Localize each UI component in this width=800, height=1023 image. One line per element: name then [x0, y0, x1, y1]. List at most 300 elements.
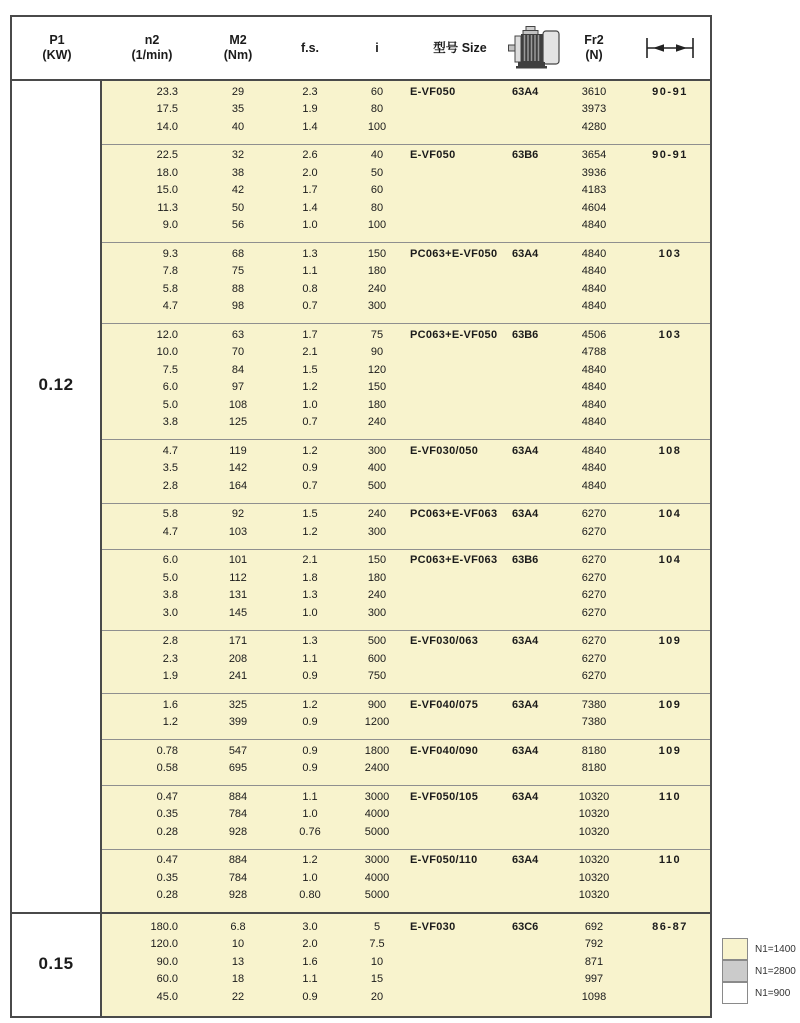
table-row	[102, 936, 710, 954]
i-cell: 300	[367, 444, 387, 457]
fs-cell: 2.6	[302, 149, 318, 162]
m2-cell: 32	[231, 149, 245, 162]
table-row	[102, 147, 710, 165]
table-row	[102, 852, 710, 870]
m2-cell: 695	[228, 762, 248, 775]
n2-cell: 3.0	[162, 606, 178, 619]
m2-cell: 112	[229, 571, 247, 584]
n2-cell: 45.0	[156, 990, 178, 1003]
table-row	[102, 396, 710, 414]
m2-cell: 75	[231, 265, 245, 278]
size-cell: 63A4	[512, 247, 539, 260]
fr2-cell: 3654	[581, 149, 607, 162]
n2-cell: 18.0	[156, 166, 178, 179]
table-row	[102, 414, 710, 432]
n2-cell: 5.0	[162, 571, 178, 584]
fs-cell: 1.1	[302, 790, 318, 803]
legend-label: N1=1400	[755, 943, 796, 955]
m2-cell: 101	[228, 554, 248, 567]
n2-cell: 4.7	[162, 444, 178, 457]
fs-cell: 1.3	[302, 635, 318, 648]
fs-cell: 1.2	[302, 525, 318, 538]
fs-cell: 1.3	[302, 589, 318, 602]
i-cell: 4000	[364, 808, 390, 821]
col-header-fr2-unit: (N)	[585, 48, 603, 62]
n2-cell: 2.8	[162, 479, 178, 492]
n2-cell: 2.8	[162, 635, 178, 648]
fr2-cell: 692	[584, 920, 604, 933]
col-header-m2	[202, 33, 274, 63]
n2-cell: 9.0	[162, 219, 178, 232]
m2-cell: 208	[228, 652, 248, 665]
i-cell: 240	[367, 508, 387, 521]
fr2-cell: 10320	[578, 808, 610, 821]
col-header-p1-unit: (KW)	[42, 48, 72, 62]
fr2-cell: 7380	[581, 716, 607, 729]
model-cell: E-VF050/110	[410, 854, 478, 867]
model-cell: E-VF030/050	[410, 444, 479, 457]
fs-cell: 1.4	[302, 201, 318, 214]
col-header-model-name: 型号 Size	[433, 40, 487, 55]
fs-cell: 2.1	[302, 346, 318, 359]
n2-cell: 7.8	[162, 265, 178, 278]
i-cell: 60	[370, 184, 384, 197]
table-row	[102, 83, 710, 101]
fr2-cell: 6270	[581, 652, 607, 665]
m2-cell: 22	[231, 990, 245, 1003]
fr2-cell: 4840	[581, 282, 607, 295]
i-cell: 150	[367, 554, 387, 567]
i-cell: 180	[367, 265, 387, 278]
fr2-cell: 3610	[581, 85, 607, 98]
model-cell: PC063+E-VF050	[410, 328, 498, 341]
p1-value: 0.15	[38, 954, 74, 973]
model-group	[102, 504, 710, 550]
fs-cell: 1.5	[302, 363, 318, 376]
m2-cell: 119	[229, 444, 247, 457]
i-cell: 240	[367, 416, 387, 429]
table-row	[102, 742, 710, 760]
fs-cell: 1.0	[302, 219, 318, 232]
table-row	[102, 887, 710, 905]
m2-cell: 50	[231, 201, 245, 214]
model-group	[102, 786, 710, 850]
fr2-cell: 4840	[581, 479, 607, 492]
n2-cell: 4.7	[162, 300, 178, 313]
model-cell: E-VF030	[410, 920, 456, 933]
table-row	[102, 344, 710, 362]
fs-cell: 2.0	[302, 938, 318, 951]
n2-cell: 10.0	[156, 346, 178, 359]
model-group	[102, 631, 710, 695]
fr2-cell: 4840	[581, 265, 607, 278]
m2-cell: 145	[228, 606, 248, 619]
fs-cell: 1.2	[302, 854, 318, 867]
fr2-cell: 6270	[581, 525, 607, 538]
col-header-n2	[102, 33, 202, 63]
fr2-cell: 6270	[581, 554, 607, 567]
n2-cell: 9.3	[162, 247, 178, 260]
pages-cell: 110	[658, 854, 682, 867]
fs-cell: 1.0	[302, 808, 318, 821]
fs-cell: 0.9	[302, 762, 318, 775]
i-cell: 900	[367, 698, 387, 711]
fr2-cell: 6270	[581, 589, 607, 602]
n2-cell: 5.0	[162, 398, 178, 411]
m2-cell: 42	[231, 184, 245, 197]
m2-cell: 325	[228, 698, 248, 711]
fr2-cell: 10320	[578, 871, 610, 884]
n2-cell: 0.58	[156, 762, 178, 775]
i-cell: 75	[370, 328, 384, 341]
fr2-cell: 4840	[581, 462, 607, 475]
table-row	[102, 361, 710, 379]
fr2-cell: 10320	[578, 854, 610, 867]
model-cell: E-VF040/075	[410, 698, 479, 711]
fs-cell: 1.1	[302, 973, 318, 986]
fr2-cell: 1098	[581, 990, 607, 1003]
table-row	[102, 668, 710, 686]
table-row	[102, 460, 710, 478]
m2-cell: 70	[231, 346, 245, 359]
m2-cell: 884	[228, 790, 248, 803]
fr2-cell: 4840	[581, 363, 607, 376]
m2-cell: 29	[231, 85, 245, 98]
fr2-cell: 4506	[581, 328, 607, 341]
m2-cell: 108	[228, 398, 248, 411]
col-header-n2-name: n2	[144, 33, 160, 47]
fs-cell: 1.4	[302, 120, 318, 133]
m2-cell: 38	[231, 166, 245, 179]
i-cell: 60	[370, 85, 384, 98]
n2-cell: 17.5	[156, 103, 178, 116]
i-cell: 180	[367, 398, 387, 411]
table-row	[102, 326, 710, 344]
model-groups	[102, 914, 710, 1016]
table-header	[12, 17, 710, 81]
table-row	[102, 823, 710, 841]
pages-cell: 90-91	[652, 149, 688, 162]
n2-cell: 2.3	[162, 652, 178, 665]
fr2-cell: 4840	[581, 219, 607, 232]
fs-cell: 1.0	[302, 398, 318, 411]
i-cell: 2400	[364, 762, 390, 775]
pages-cell: 109	[658, 744, 682, 757]
m2-cell: 18	[231, 973, 245, 986]
model-group	[102, 243, 710, 324]
m2-cell: 98	[231, 300, 245, 313]
size-cell: 63A4	[512, 854, 539, 867]
table-row	[102, 587, 710, 605]
fr2-cell: 8180	[581, 744, 607, 757]
m2-cell: 142	[228, 462, 248, 475]
size-cell: 63A4	[512, 444, 539, 457]
spec-table	[10, 15, 712, 1018]
i-cell: 80	[370, 103, 384, 116]
table-row	[102, 788, 710, 806]
n2-cell: 90.0	[156, 955, 178, 968]
p1-section	[12, 81, 710, 912]
m2-cell: 131	[228, 589, 248, 602]
col-header-fs-name: f.s.	[300, 40, 320, 55]
table-row	[102, 280, 710, 298]
i-cell: 1200	[364, 716, 390, 729]
n2-cell: 0.28	[156, 889, 178, 902]
table-row	[102, 379, 710, 397]
i-cell: 180	[367, 571, 387, 584]
i-cell: 240	[367, 589, 387, 602]
col-header-i	[346, 41, 408, 56]
i-cell: 90	[370, 346, 384, 359]
table-row	[102, 101, 710, 119]
fs-cell: 1.2	[302, 444, 318, 457]
table-row	[102, 552, 710, 570]
legend-item	[722, 982, 796, 1004]
size-cell: 63A4	[512, 744, 539, 757]
legend-label: N1=2800	[755, 965, 796, 977]
i-cell: 5000	[364, 889, 390, 902]
i-cell: 1800	[364, 744, 390, 757]
col-header-m2-name: M2	[229, 33, 247, 47]
fs-cell: 0.8	[302, 282, 318, 295]
m2-cell: 88	[231, 282, 245, 295]
n2-cell: 11.3	[157, 201, 178, 214]
m2-cell: 928	[228, 825, 248, 838]
table-row	[102, 477, 710, 495]
fs-cell: 1.2	[302, 698, 318, 711]
model-group	[102, 850, 710, 913]
m2-cell: 784	[228, 871, 248, 884]
table-row	[102, 696, 710, 714]
pages-cell: 108	[658, 444, 682, 457]
size-cell: 63C6	[512, 920, 539, 933]
i-cell: 5000	[364, 825, 390, 838]
table-row	[102, 263, 710, 281]
model-cell: PC063+E-VF050	[410, 247, 498, 260]
n2-cell: 1.2	[162, 716, 178, 729]
model-cell: E-VF050	[410, 85, 456, 98]
table-body	[12, 81, 710, 1016]
i-cell: 10	[370, 955, 384, 968]
table-row	[102, 506, 710, 524]
model-group	[102, 81, 710, 145]
fr2-cell: 4840	[581, 398, 607, 411]
model-cell: E-VF030/063	[410, 635, 479, 648]
m2-cell: 68	[231, 247, 245, 260]
m2-cell: 103	[228, 525, 248, 538]
pages-cell: 110	[658, 790, 682, 803]
table-row	[102, 604, 710, 622]
table-row	[102, 245, 710, 263]
fs-cell: 2.3	[302, 85, 318, 98]
col-header-i-name: i	[375, 40, 379, 55]
i-cell: 40	[370, 149, 384, 162]
n2-cell: 15.0	[156, 184, 178, 197]
p1-section	[12, 912, 710, 1016]
m2-cell: 97	[231, 381, 245, 394]
i-cell: 4000	[364, 871, 390, 884]
speed-legend	[722, 938, 796, 1004]
n2-cell: 4.7	[162, 525, 178, 538]
table-row	[102, 633, 710, 651]
m2-cell: 241	[228, 670, 248, 683]
pages-cell: 104	[658, 508, 682, 521]
i-cell: 300	[367, 606, 387, 619]
fs-cell: 0.9	[302, 990, 318, 1003]
table-row	[102, 442, 710, 460]
i-cell: 50	[370, 166, 384, 179]
table-row	[102, 760, 710, 778]
fs-cell: 0.80	[299, 889, 321, 902]
fr2-cell: 4840	[581, 444, 607, 457]
i-cell: 20	[370, 990, 384, 1003]
fr2-cell: 4183	[581, 184, 607, 197]
fr2-cell: 8180	[581, 762, 607, 775]
i-cell: 500	[367, 635, 387, 648]
fs-cell: 0.9	[302, 744, 318, 757]
n2-cell: 22.5	[156, 149, 178, 162]
table-row	[102, 523, 710, 541]
i-cell: 5	[373, 920, 381, 933]
table-row	[102, 298, 710, 316]
n2-cell: 6.0	[162, 381, 178, 394]
dimension-arrow-icon	[642, 36, 698, 60]
fs-cell: 1.7	[302, 184, 318, 197]
m2-cell: 399	[228, 716, 248, 729]
m2-cell: 164	[228, 479, 248, 492]
n2-cell: 1.9	[162, 670, 178, 683]
size-cell: 63A4	[512, 508, 539, 521]
i-cell: 300	[367, 525, 387, 538]
n2-cell: 120.0	[150, 938, 178, 951]
table-row	[102, 569, 710, 587]
table-row	[102, 918, 710, 936]
col-header-fr2	[558, 33, 630, 63]
m2-cell: 884	[228, 854, 248, 867]
i-cell: 100	[367, 219, 387, 232]
m2-cell: 784	[228, 808, 248, 821]
model-group	[102, 324, 710, 440]
p1-column	[12, 914, 102, 1016]
fs-cell: 1.1	[302, 265, 318, 278]
fr2-cell: 10320	[578, 790, 610, 803]
fs-cell: 1.0	[302, 871, 318, 884]
n2-cell: 0.35	[156, 808, 178, 821]
i-cell: 3000	[364, 790, 390, 803]
m2-cell: 84	[231, 363, 245, 376]
size-cell: 63B6	[512, 149, 539, 162]
col-header-model	[408, 41, 512, 56]
size-cell: 63A4	[512, 635, 539, 648]
fr2-cell: 10320	[578, 889, 610, 902]
i-cell: 600	[367, 652, 387, 665]
table-row	[102, 164, 710, 182]
model-group	[102, 550, 710, 631]
n2-cell: 0.47	[156, 790, 178, 803]
fs-cell: 1.1	[302, 652, 318, 665]
fr2-cell: 6270	[581, 571, 607, 584]
i-cell: 150	[367, 247, 387, 260]
n2-cell: 12.0	[156, 328, 178, 341]
model-group	[102, 145, 710, 244]
n2-cell: 7.5	[162, 363, 178, 376]
fr2-cell: 4840	[581, 381, 607, 394]
fr2-cell: 6270	[581, 606, 607, 619]
fs-cell: 2.1	[302, 554, 318, 567]
table-row	[102, 953, 710, 971]
fs-cell: 1.8	[302, 571, 318, 584]
col-header-pages	[630, 36, 710, 60]
motor-icon	[508, 26, 562, 70]
m2-cell: 171	[228, 635, 248, 648]
n2-cell: 6.0	[162, 554, 178, 567]
p1-column	[12, 81, 102, 912]
col-header-n2-unit: (1/min)	[131, 48, 173, 62]
m2-cell: 13	[231, 955, 245, 968]
fr2-cell: 997	[584, 973, 604, 986]
n2-cell: 5.8	[162, 508, 178, 521]
table-row	[102, 118, 710, 136]
fs-cell: 0.7	[302, 416, 318, 429]
n2-cell: 0.28	[156, 825, 178, 838]
i-cell: 120	[367, 363, 387, 376]
n2-cell: 14.0	[156, 120, 178, 133]
model-cell: E-VF040/090	[410, 744, 479, 757]
fs-cell: 0.76	[299, 825, 321, 838]
table-row	[102, 182, 710, 200]
fr2-cell: 792	[584, 938, 604, 951]
fs-cell: 1.5	[302, 508, 318, 521]
fr2-cell: 3936	[581, 166, 607, 179]
fr2-cell: 7380	[581, 698, 607, 711]
fr2-cell: 6270	[581, 670, 607, 683]
size-cell: 63A4	[512, 790, 539, 803]
table-row	[102, 869, 710, 887]
n2-cell: 0.35	[156, 871, 178, 884]
fr2-cell: 6270	[581, 635, 607, 648]
table-row	[102, 971, 710, 989]
col-header-fr2-name: Fr2	[584, 33, 604, 47]
n2-cell: 1.6	[162, 698, 178, 711]
fs-cell: 0.9	[302, 670, 318, 683]
fr2-cell: 4840	[581, 247, 607, 260]
n2-cell: 3.8	[162, 589, 178, 602]
table-row	[102, 650, 710, 668]
table-row	[102, 714, 710, 732]
n2-cell: 3.8	[162, 416, 178, 429]
m2-cell: 63	[231, 328, 245, 341]
n2-cell: 5.8	[162, 282, 178, 295]
fr2-cell: 6270	[581, 508, 607, 521]
fs-cell: 2.0	[302, 166, 318, 179]
model-cell: E-VF050	[410, 149, 456, 162]
fs-cell: 1.0	[302, 606, 318, 619]
i-cell: 3000	[364, 854, 390, 867]
size-cell: 63B6	[512, 328, 539, 341]
m2-cell: 35	[231, 103, 245, 116]
legend-label: N1=900	[755, 987, 791, 999]
fr2-cell: 10320	[578, 825, 610, 838]
n2-cell: 180.0	[150, 920, 178, 933]
pages-cell: 90-91	[652, 85, 688, 98]
n2-cell: 3.5	[162, 462, 178, 475]
col-header-fs	[274, 41, 346, 56]
pages-cell: 86-87	[652, 920, 688, 933]
p1-value: 0.12	[38, 375, 74, 394]
i-cell: 7.5	[369, 938, 385, 951]
pages-cell: 103	[658, 247, 682, 260]
n2-cell: 0.78	[156, 744, 178, 757]
